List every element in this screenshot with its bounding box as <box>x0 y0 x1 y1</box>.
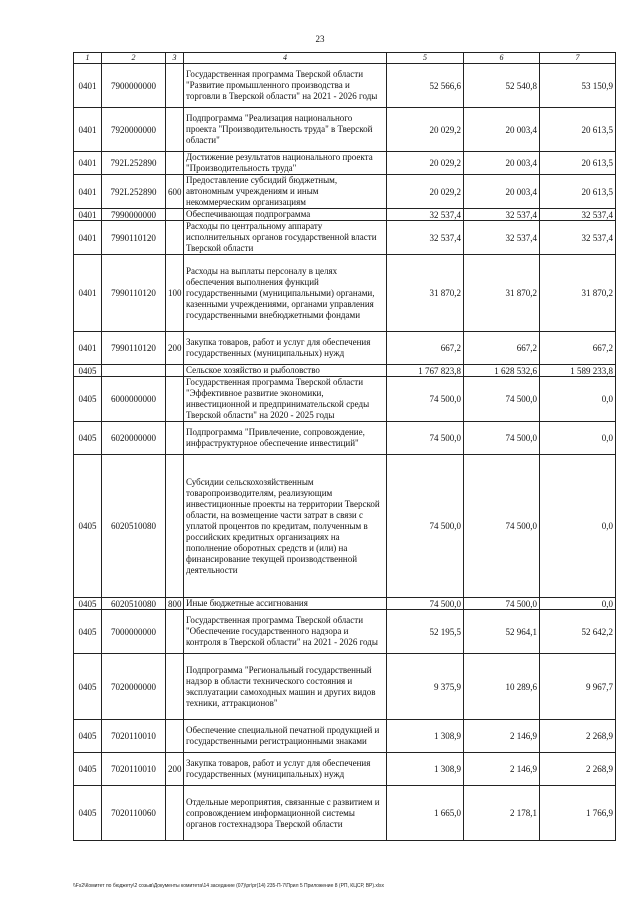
table-row <box>74 255 616 332</box>
row-name: Государственная программа Тверской области "Обеспечение государственного надзора и контроля в Тверской области" на 2021 - 2026 годы <box>184 610 387 654</box>
row-name: Достижение результатов национального проекта "Производительность труда" <box>184 152 387 175</box>
row-name: Обеспечение специальной печатной продукцией и государственными регистрационными знаками <box>184 720 387 753</box>
file-path-footer: \\Fs2\Комитет по бюджету\2 созыв\Документы комитета\14 заседание (07)\pr\pr(14) 235-П-7\Прил 5 Приложение 8 (РП, КЦСР, ВР).xlsx <box>73 883 385 889</box>
row-value-2026: 0,0 <box>540 455 616 598</box>
row-name: Расходы на выплаты персоналу в целях обеспечения выполнения функций государственными (муниципальными) органами, казенными учреждениями, органами управления государственными внебюджетными фондами <box>184 255 387 332</box>
row-section-code: 0401 <box>74 108 102 152</box>
row-value-2024: 20 029,2 <box>387 152 464 175</box>
row-target-code: 7020110010 <box>102 720 166 753</box>
row-name: Субсидии сельскохозяйственным товаропроизводителям, реализующим инвестиционные проекты на территории Тверской области, на возмещение части затрат в связи с уплатой процентов по кредитам, полученным в российских кредитных организациях на пополнение оборотных средств и (или) на финансирование текущей производственной деятельности <box>184 455 387 598</box>
table-row <box>74 720 616 753</box>
row-value-2026: 32 537,4 <box>540 209 616 221</box>
table-row <box>74 422 616 455</box>
row-expense-type <box>166 720 184 753</box>
row-section-code: 0401 <box>74 332 102 365</box>
row-section-code: 0405 <box>74 753 102 786</box>
row-value-2026: 1 766,9 <box>540 786 616 841</box>
row-value-2025: 74 500,0 <box>464 377 540 422</box>
column-header: 2 <box>102 53 166 64</box>
row-target-code: 7990000000 <box>102 209 166 221</box>
row-name: Расходы по центральному аппарату исполнительных органов государственной власти Тверской области <box>184 221 387 255</box>
table-row <box>74 455 616 598</box>
row-value-2024: 1 308,9 <box>387 753 464 786</box>
row-section-code: 0401 <box>74 175 102 209</box>
row-expense-type: 800 <box>166 598 184 610</box>
row-value-2024: 52 195,5 <box>387 610 464 654</box>
row-value-2025: 74 500,0 <box>464 598 540 610</box>
row-value-2024: 32 537,4 <box>387 221 464 255</box>
row-target-code: 7990110120 <box>102 332 166 365</box>
row-target-code: 7020110060 <box>102 786 166 841</box>
row-expense-type: 600 <box>166 175 184 209</box>
row-value-2025: 31 870,2 <box>464 255 540 332</box>
row-section-code: 0405 <box>74 422 102 455</box>
row-name: Закупка товаров, работ и услуг для обеспечения государственных (муниципальных) нужд <box>184 332 387 365</box>
row-value-2024: 9 375,9 <box>387 654 464 720</box>
row-value-2024: 1 308,9 <box>387 720 464 753</box>
row-value-2025: 2 146,9 <box>464 753 540 786</box>
row-section-code: 0401 <box>74 64 102 108</box>
row-target-code: 7020000000 <box>102 654 166 720</box>
table-row <box>74 332 616 365</box>
row-value-2026: 53 150,9 <box>540 64 616 108</box>
row-name: Отдельные мероприятия, связанные с развитием и сопровождением информационной системы органов гостехнадзора Тверской области <box>184 786 387 841</box>
table-row <box>74 64 616 108</box>
table-row <box>74 221 616 255</box>
row-value-2025: 20 003,4 <box>464 152 540 175</box>
row-value-2025: 667,2 <box>464 332 540 365</box>
row-expense-type: 200 <box>166 332 184 365</box>
row-value-2026: 2 268,9 <box>540 753 616 786</box>
row-name: Иные бюджетные ассигнования <box>184 598 387 610</box>
row-value-2025: 74 500,0 <box>464 422 540 455</box>
table-row <box>74 598 616 610</box>
row-value-2024: 31 870,2 <box>387 255 464 332</box>
table-row <box>74 152 616 175</box>
row-section-code: 0401 <box>74 255 102 332</box>
row-value-2026: 1 589 233,8 <box>540 365 616 377</box>
row-name: Сельское хозяйство и рыболовство <box>184 365 387 377</box>
row-expense-type <box>166 221 184 255</box>
row-value-2026: 20 613,5 <box>540 175 616 209</box>
column-header: 7 <box>540 53 616 64</box>
row-value-2026: 20 613,5 <box>540 108 616 152</box>
budget-table <box>73 52 616 841</box>
row-value-2025: 1 628 532,6 <box>464 365 540 377</box>
row-value-2025: 32 537,4 <box>464 209 540 221</box>
row-expense-type <box>166 108 184 152</box>
row-value-2024: 20 029,2 <box>387 108 464 152</box>
column-header: 4 <box>184 53 387 64</box>
row-section-code: 0401 <box>74 209 102 221</box>
row-expense-type <box>166 152 184 175</box>
column-header: 1 <box>74 53 102 64</box>
row-value-2026: 20 613,5 <box>540 152 616 175</box>
row-value-2024: 74 500,0 <box>387 377 464 422</box>
row-expense-type <box>166 455 184 598</box>
row-name: Обеспечивающая подпрограмма <box>184 209 387 221</box>
row-name: Предоставление субсидий бюджетным, автономным учреждениям и иным некоммерческим организациям <box>184 175 387 209</box>
row-expense-type <box>166 377 184 422</box>
column-header: 3 <box>166 53 184 64</box>
row-target-code: 792L252890 <box>102 152 166 175</box>
row-expense-type <box>166 365 184 377</box>
row-name: Подпрограмма "Региональный государственный надзор в области технического состояния и эксплуатации самоходных машин и других видов техники, аттракционов" <box>184 654 387 720</box>
row-name: Подпрограмма "Реализация национального проекта "Производительность труда" в Тверской области" <box>184 108 387 152</box>
row-value-2025: 52 540,8 <box>464 64 540 108</box>
row-value-2024: 74 500,0 <box>387 455 464 598</box>
row-target-code: 6000000000 <box>102 377 166 422</box>
row-value-2024: 52 566,6 <box>387 64 464 108</box>
row-value-2025: 32 537,4 <box>464 221 540 255</box>
row-value-2024: 1 665,0 <box>387 786 464 841</box>
row-target-code: 792L252890 <box>102 175 166 209</box>
row-name: Государственная программа Тверской области "Эффективное развитие экономики, инвестиционной и предпринимательской среды Тверской области" на 2020 - 2025 годы <box>184 377 387 422</box>
row-value-2025: 20 003,4 <box>464 175 540 209</box>
row-value-2025: 2 146,9 <box>464 720 540 753</box>
table-row <box>74 786 616 841</box>
row-expense-type: 100 <box>166 255 184 332</box>
table-row <box>74 108 616 152</box>
row-value-2026: 2 268,9 <box>540 720 616 753</box>
row-section-code: 0405 <box>74 365 102 377</box>
row-name: Подпрограмма "Привлечение, сопровождение, инфраструктурное обеспечение инвестиций" <box>184 422 387 455</box>
table-row <box>74 175 616 209</box>
column-number-row <box>74 53 616 64</box>
row-section-code: 0405 <box>74 720 102 753</box>
row-value-2026: 667,2 <box>540 332 616 365</box>
table-row <box>74 377 616 422</box>
column-header: 5 <box>387 53 464 64</box>
row-target-code: 6020000000 <box>102 422 166 455</box>
row-value-2026: 9 967,7 <box>540 654 616 720</box>
row-value-2024: 667,2 <box>387 332 464 365</box>
row-value-2025: 52 964,1 <box>464 610 540 654</box>
row-value-2025: 2 178,1 <box>464 786 540 841</box>
row-value-2024: 1 767 823,8 <box>387 365 464 377</box>
row-expense-type <box>166 786 184 841</box>
row-value-2026: 31 870,2 <box>540 255 616 332</box>
row-expense-type <box>166 209 184 221</box>
row-section-code: 0405 <box>74 598 102 610</box>
row-expense-type: 200 <box>166 753 184 786</box>
table-row <box>74 654 616 720</box>
row-target-code: 7990110120 <box>102 255 166 332</box>
row-section-code: 0405 <box>74 786 102 841</box>
row-target-code: 7920000000 <box>102 108 166 152</box>
row-value-2024: 32 537,4 <box>387 209 464 221</box>
row-name: Закупка товаров, работ и услуг для обеспечения государственных (муниципальных) нужд <box>184 753 387 786</box>
table-row <box>74 610 616 654</box>
row-value-2025: 20 003,4 <box>464 108 540 152</box>
row-target-code: 7020110010 <box>102 753 166 786</box>
row-value-2026: 52 642,2 <box>540 610 616 654</box>
row-name: Государственная программа Тверской области "Развитие промышленного производства и торговли в Тверской области" на 2021 - 2026 годы <box>184 64 387 108</box>
row-expense-type <box>166 422 184 455</box>
row-target-code <box>102 365 166 377</box>
page-number: 23 <box>315 34 325 44</box>
row-expense-type <box>166 64 184 108</box>
row-target-code: 7000000000 <box>102 610 166 654</box>
row-target-code: 6020510080 <box>102 598 166 610</box>
row-value-2026: 0,0 <box>540 377 616 422</box>
row-value-2024: 74 500,0 <box>387 598 464 610</box>
row-target-code: 7900000000 <box>102 64 166 108</box>
row-value-2025: 74 500,0 <box>464 455 540 598</box>
row-value-2026: 32 537,4 <box>540 221 616 255</box>
row-section-code: 0405 <box>74 654 102 720</box>
row-section-code: 0405 <box>74 610 102 654</box>
row-value-2024: 74 500,0 <box>387 422 464 455</box>
row-target-code: 7990110120 <box>102 221 166 255</box>
column-header: 6 <box>464 53 540 64</box>
row-section-code: 0401 <box>74 152 102 175</box>
row-section-code: 0405 <box>74 377 102 422</box>
row-value-2025: 10 289,6 <box>464 654 540 720</box>
row-section-code: 0405 <box>74 455 102 598</box>
row-section-code: 0401 <box>74 221 102 255</box>
row-expense-type <box>166 610 184 654</box>
row-target-code: 6020510080 <box>102 455 166 598</box>
row-value-2024: 20 029,2 <box>387 175 464 209</box>
table-row <box>74 365 616 377</box>
row-expense-type <box>166 654 184 720</box>
table-row <box>74 753 616 786</box>
row-value-2026: 0,0 <box>540 422 616 455</box>
row-value-2026: 0,0 <box>540 598 616 610</box>
table-row <box>74 209 616 221</box>
